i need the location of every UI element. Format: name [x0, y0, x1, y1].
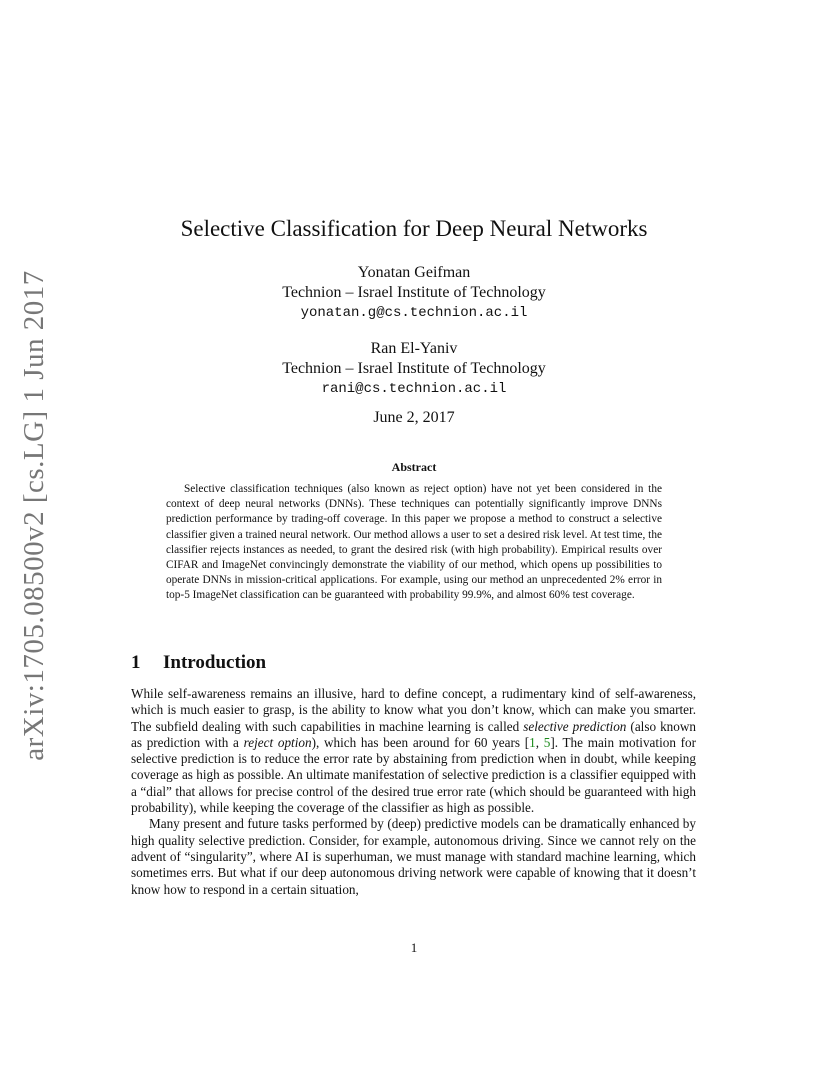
- abstract-text: Selective classification techniques (also known as reject option) have not yet been considered in the context of deep neural networks (DNNs). These techniques can potentially significantly improve DNNs prediction performance by trading-off coverage. In this paper we propose a method to construct a selective classifier given a trained neural network. Our method allows a user to set a desired risk level. At test time, the classifier rejects instances as needed, to grant the desired risk (with high probability). Empirical results over CIFAR and ImageNet convincingly demonstrate the viability of our method, which opens up possibilities to operate DNNs in mission-critical applications. For example, using our method an unprecedented 2% error in top-5 ImageNet classification can be guaranteed with probability 99.9%, and almost 60% test coverage.: [166, 483, 662, 602]
- text-run: (also known as prediction with a: [131, 718, 696, 750]
- paper-title: Selective Classification for Deep Neural Networks: [180, 216, 648, 241]
- term-reject-option: reject option: [243, 734, 312, 750]
- author-affiliation: Technion – Israel Institute of Technology: [282, 284, 546, 301]
- section-heading: [131, 652, 266, 674]
- paper-date: June 2, 2017: [373, 409, 455, 426]
- citation-link[interactable]: 5: [543, 734, 551, 750]
- term-selective-prediction: selective prediction: [523, 718, 627, 734]
- author-email[interactable]: yonatan.g@cs.technion.ac.il: [300, 305, 528, 321]
- author-block-1: [0, 263, 828, 323]
- author-affiliation: Technion – Israel Institute of Technology: [282, 360, 546, 377]
- author-email[interactable]: rani@cs.technion.ac.il: [321, 381, 507, 397]
- text-run: ]. The main motivation for selective prediction is to reduce the error rate by abstaining from prediction when in doubt, while keeping coverage as high as possible. An ultimate manifestation of selective prediction is a classifier equipped with a “dial” that allows for precise control of the desired true error rate (which should be guaranteed with high probability), while keeping the coverage of the classifier as high as possible.: [131, 734, 697, 816]
- abstract-heading: Abstract: [391, 460, 437, 474]
- author-name: Ran El-Yaniv: [370, 340, 458, 357]
- citation-link[interactable]: 1: [529, 734, 536, 750]
- text-run: ), which has been around for 60 years [: [311, 734, 530, 750]
- author-block-2: [0, 339, 828, 399]
- page-number: 1: [410, 940, 418, 955]
- section-number: 1: [131, 652, 141, 673]
- arxiv-identifier: arXiv:1705.08500v2 [cs.LG] 1 Jun 2017: [17, 269, 50, 761]
- section-title: Introduction: [163, 652, 267, 673]
- text-run: ,: [535, 734, 544, 750]
- introduction-body: [131, 686, 696, 898]
- text-run: While self-awareness remains an illusive, hard to define concept, a rudimentary kind of self-awareness, which is much easier to grasp, is the ability to know what you don’t know, which can make you smarter. The subfield dealing with such capabilities in machine learning is called: [131, 686, 696, 734]
- author-name: Yonatan Geifman: [357, 264, 471, 281]
- paragraph: Many present and future tasks performed by (deep) predictive models can be dramatically enhanced by high quality selective prediction. Consider, for example, autonomous driving. Since we cannot rely on the advent of “singularity”, where AI is superhuman, we must manage with standard machine learning, which sometimes errs. But what if our deep autonomous driving network were capable of knowing that it doesn’t know how to respond in a certain situation,: [131, 816, 696, 897]
- paragraph: [131, 686, 696, 816]
